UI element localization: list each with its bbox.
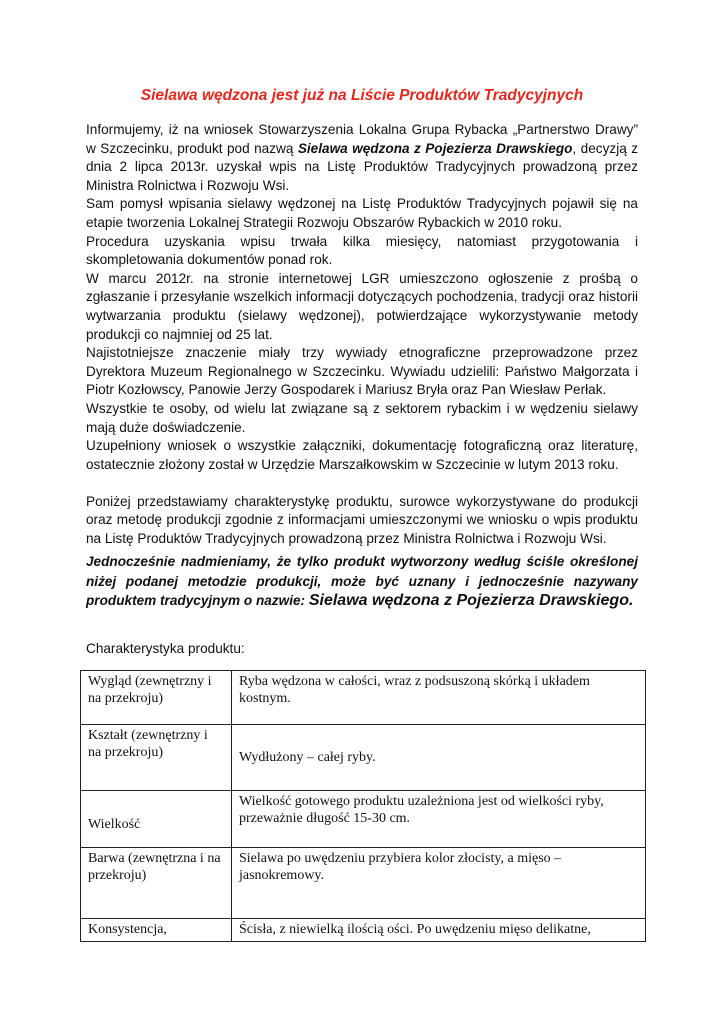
row-label-color: Barwa (zewnętrzna i na przekroju) — [81, 848, 232, 919]
row-label-appearance: Wygląd (zewnętrzny i na przekroju) — [81, 671, 232, 725]
row-label-shape: Kształt (zewnętrzny i na przekroju) — [81, 725, 232, 791]
paragraph-submission: Uzupełniony wniosek o wszystkie załączniki, dokumentację fotograficzną oraz literaturę, ostatecznie złożony został w Urzędzie Marszałkowskim w Szczecinie w lutym 2013 roku. — [86, 438, 638, 472]
emphasis-note — [86, 552, 638, 611]
paragraph-intro — [86, 121, 638, 195]
table-row — [81, 671, 646, 725]
paragraph-intro-start: Informujemy, iż na wniosek Stowarzyszenia Lokalna Grupa Rybacka „Partnerstwo Drawy” w Szczecinku, produkt pod nazwą — [86, 122, 638, 156]
row-label-consistency: Konsystencja, — [81, 919, 232, 942]
table-row — [81, 791, 646, 848]
row-value-shape: Wydłużony – całej ryby. — [232, 725, 646, 791]
row-value-color: Sielawa po uwędzeniu przybiera kolor złocisty, a mięso – jasnokremowy. — [232, 848, 646, 919]
paragraph-experience: Wszystkie te osoby, od wielu lat związane są z sektorem rybackim i w wędzeniu sielawy mają duże doświadczenie. — [86, 400, 638, 435]
paragraph-intro-end: , decyzją z dnia 2 lipca 2013r. uzyskał wpis na Listę Produktów Tradycyjnych prowadzoną przez Ministra Rolnictwa i Rozwoju Wsi. — [86, 140, 639, 193]
characteristics-table — [80, 670, 646, 942]
row-value-appearance: Ryba wędzona w całości, wraz z podsuszoną skórką i układem kostnym. — [232, 671, 646, 725]
product-name-inline: Sielawa wędzona z Pojezierza Drawskiego — [297, 140, 573, 156]
row-value-size: Wielkość gotowego produktu uzależniona jest od wielkości ryby, przeważnie długość 15-30 cm. — [232, 791, 646, 848]
table-row — [81, 848, 646, 919]
row-value-consistency: Ścisła, z niewielką ilością ości. Po uwędzeniu mięso delikatne, — [232, 919, 646, 942]
article-body — [86, 121, 638, 549]
table-row — [81, 919, 646, 942]
characteristics-label: Charakterystyka produktu: — [86, 641, 245, 656]
table-row — [81, 725, 646, 791]
paragraph-idea: Sam pomysł wpisania sielawy wędzonej na Listę Produktów Tradycyjnych pojawił się na etapie tworzenia Lokalnej Strategii Rozwoju Obszarów Rybackich w 2010 roku. — [86, 196, 638, 230]
paragraph-procedure: Procedura uzyskania wpisu trwała kilka miesięcy, natomiast przygotowania i skompletowania dokumentów ponad rok. — [86, 233, 638, 268]
page-title: Sielawa wędzona jest już na Liście Produktów Tradycyjnych — [140, 87, 584, 104]
emphasis-product-name: Sielawa wędzona z Pojezierza Drawskiego. — [308, 592, 634, 609]
paragraph-announcement: W marcu 2012r. na stronie internetowej LGR umieszczono ogłoszenie z prośbą o zgłaszanie i przesyłanie wszelkich informacji dotyczących pochodzenia, tradycji oraz historii wytwarzania produktu (sielawy wędzonej), potwierdzające wykorzystywanie metody produkcji co najmniej od 25 lat. — [86, 270, 638, 342]
paragraph-characteristics-intro: Poniżej przedstawiamy charakterystykę produktu, surowce wykorzystywane do produkcji oraz metodę produkcji zgodnie z informacjami umieszczonymi we wniosku o wpis produktu na Listę Produktów Tradycyjnych prowadzoną przez Ministra Rolnictwa i Rozwoju Wsi. — [86, 493, 638, 547]
emphasis-text: Jednocześnie nadmieniamy, że tylko produkt wytworzony według ściśle określonej niżej podanej metodzie produkcji, może być uznany i jednocześnie nazywany produktem tradycyjnym o nazwie: — [86, 554, 638, 608]
row-label-size: Wielkość — [81, 791, 232, 848]
paragraph-interviews: Najistotniejsze znaczenie miały trzy wywiady etnograficzne przeprowadzone przez Dyrektora Muzeum Regionalnego w Szczecinku. Wywiadu udzielili: Państwo Małgorzata i Piotr Kozłowscy, Panowie Jerzy Gospodarek i Mariusz Bryła oraz Pan Wiesław Perłak. — [86, 345, 638, 398]
